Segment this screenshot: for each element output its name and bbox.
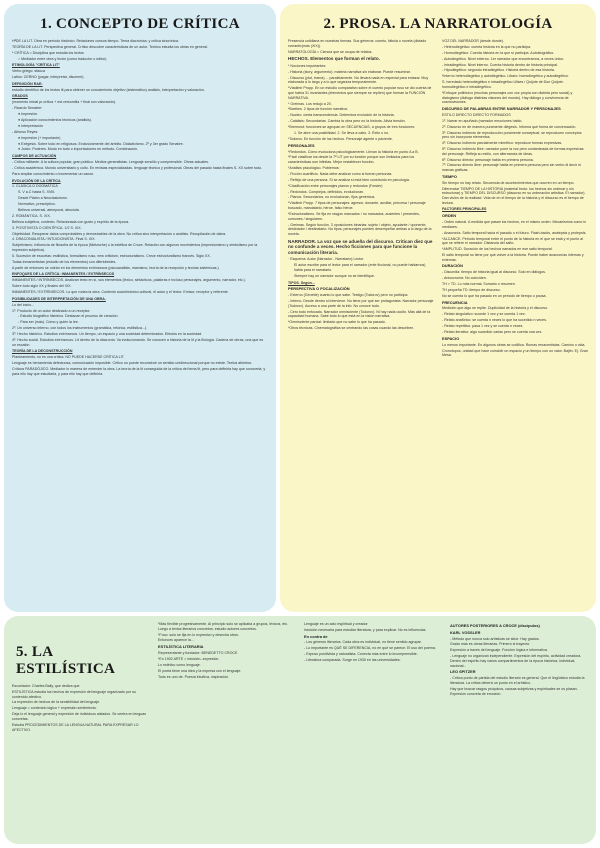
text-line: DISCURSO DE PALABRAS ENTRE NARRADOR Y PERSONAJES xyxy=(442,105,561,111)
text-line: - Nucleo: cierta transcendencia. Determina evolución de la historia. xyxy=(288,113,395,118)
text-line: * CRÍTICA = Disciplina que estudia los textos xyxy=(12,50,84,55)
text-line: - Literatura comparada. Surge en 1930 en las universidades. xyxy=(304,658,401,663)
text-line: - Externo (Genette) cuanto lo que sabe. Testigo (Todorov) pero no participa. xyxy=(288,293,409,298)
text-line: A partir de entonces se unirán en los elementos extrínsecos (psicoanálisis, marxismo, teoría de la recepción y teorías sistémicas.) xyxy=(12,265,219,270)
text-line: Grado más es obras literarias. Primero si trayecto. xyxy=(450,642,531,647)
text-line: - Greimas. Según función. 3 oposiciones binarias: sujeto / objeto, ayudante / oponente, destinador / destinatario. No tipos, personajes pueden desempeñar ambas a lo largo de la novela. xyxy=(288,222,432,236)
text-line: No se cuenta lo que ha pasado en un período de tiempo o pausa. xyxy=(442,293,547,298)
text-line: 3º. Discurso indirecto de reproducción puramente conceptual: se reproducen conceptos pero sin incorporar elementos. xyxy=(442,130,582,140)
text-line: 2º. Un universo interno, con todos los instrumentos (gramática, retórica, estilística...). xyxy=(12,326,148,331)
text-line: - Ficción cuartificio. Nada debe analizar como si fueran personas. xyxy=(288,171,393,176)
text-line: *Interno heterodiegético y autodiegético. Libaro: homodiegético y autodiegético. xyxy=(442,74,569,79)
text-line: Expresión a través del lenguaje. Función lógica e informativa. xyxy=(450,648,548,653)
text-line: *En 1902 ARTE = intuición--expresión. xyxy=(158,656,220,661)
text-line: FRECUENCIA xyxy=(442,299,468,305)
text-line: Latino: CERNO (juzgar, interpretar, discernir). xyxy=(12,75,85,80)
text-line: Críticos PARADÓJICO. Mediador lo manera de entender la obra. La teoría de la lit conseguida de la crítica del tema lit, pero para definirla hay que conocerla, y para ello hay que estudiarla, y para ello hay que definirla. xyxy=(12,367,266,376)
text-line: - Crítica punto de partida del estudio literario es general. Que el lingüístico estudia la literatura. La crítica deberá un punto en el artístico. xyxy=(450,676,585,685)
text-line: Desde Platón a Neoclasicismo. xyxy=(18,196,68,201)
text-line: ● Juicio. Poderes. Modo en todo o importaciones en método. Combinación. xyxy=(18,147,139,152)
text-line: - Lenguaje no organizan independiente. Expresión del espíritu, actividad creadora. Dentro del espíritu hay varios compartimentos de la época histórica, individual, nacional... xyxy=(450,654,582,668)
text-line: 7º. Discurso directo libre: personaje habla en primera persona pero sin verbo di decir ni marcas gráficas. xyxy=(442,163,581,173)
text-line: estudio científico de los textos lit para obtener un conocimiento objetivo (sistemático) análisis, interpretación y valoración. xyxy=(12,87,205,92)
text-line: 1. Se abre una posibilidad. 2. Se lleva a cabo. 3. Éxito o no. xyxy=(294,131,390,136)
text-line: Representante y fundador: BENEDETTO CROCE xyxy=(158,651,238,656)
text-line: INMANENTES / INTRÍNSECOS. Analizan texto en sí, sus elementos (léxico, sintácticos, palabras e incluso personajes, argumento, narrador, etc.). xyxy=(12,278,246,283)
text-line: *Barthes. 2 tipos de función narrativa. xyxy=(288,107,348,112)
text-line: S. V a.C hasta S. XVIII. xyxy=(18,190,56,195)
text-line: LEO SPITZER xyxy=(450,669,476,675)
text-line: - Anacronía. Salto temporal hacia el pasado o el futuro. Flash-backs, analepsis y prolepsis. xyxy=(442,230,587,235)
text-line: CAMPOS DE ACTUACIÓN xyxy=(12,154,57,159)
text-line: - Crítica militante. A la cultura popular, gran público. Medios generalistas. Lenguaje sencillo y comprensible. Obras actuales. xyxy=(12,160,209,165)
text-line: - Expuso positivista y naturalista. Conecta más entre lo incomprensible. xyxy=(304,652,418,657)
text-line: *Todorov. En función de los hechos. Personaje agente o paciente. xyxy=(288,136,393,141)
text-line: PERSONAJES xyxy=(288,142,315,148)
text-line: S. heredado heterodiegético e intradiegético Ulises / Quijote de Don Quijote: homodiegético e intradiegético. xyxy=(442,80,564,89)
text-line: El autor escribe para el lector para el narrador (ente ficcional, no puede hablarnos) habla para el narratario. xyxy=(294,263,426,272)
text-line: ● Impresión (+ importante) xyxy=(18,135,61,140)
text-line: El poeta tiene una idea y la expresa con el lenguaje. xyxy=(158,668,242,673)
panel-column-1 xyxy=(12,684,150,732)
text-line: *AMPLITUD. Duración de los hechos narrados en ese salto temporal. xyxy=(442,247,553,252)
narratologia-panel xyxy=(280,4,596,612)
text-line: 2º. Discurso en de manera puramente diégesis. Informa qué forma de conversación. xyxy=(442,124,577,129)
text-line: *Clasificación entre personajes planos y redondos (Forster) xyxy=(288,183,383,188)
text-line: 6º. Discurso directo: personaje habla en primera persona. xyxy=(442,157,534,162)
text-line: Todo es uno de. Poesía intuitiva, inspiración. xyxy=(158,674,230,679)
text-line: Hay que buscar rasgos psíquicos, causas subjetivas y espirituales se os plasan. Expresión concreta de emoción. xyxy=(450,686,578,696)
text-line: - Intradiegético. Nivel interno. Cuenta historia dentro de historia principal. xyxy=(442,62,559,67)
text-line: - Autodiegético. Nivel externo. 1er narrador que encontramos, a veces único. xyxy=(442,56,565,61)
text-line: Belleza subjetiva, contexto. Relacionada con gusto y espíritu de la época. xyxy=(12,219,130,224)
panel-column-3 xyxy=(304,622,442,733)
text-line: 3º. Hecho histórico. Estudios extrínsecos. Un tiempo, un espacio y una sociedad determinados. Efectos en la sociedad. xyxy=(12,332,203,337)
text-line: Cronotopos, unidad que hace coincidir un espacio y un tiempo con un valor. Bajtin. Ej. Gran Mesa. xyxy=(442,348,588,358)
text-line: Subjetivismo. Influencia de filosofía de la época (Nietzsche) o la estética de Croce. Relación con algunos movimientos (impresionismo y simbolismo por la impresión subjetiva). xyxy=(12,243,258,253)
text-line: Estudia PROCEDIMIENTOS DE LA LENGUA NATURAL PARA EXPRESAR LO AFECTIVO. xyxy=(12,722,139,732)
text-line: En contra de xyxy=(304,633,328,639)
panel-title: 1. CONCEPTO DE CRÍTICA xyxy=(40,16,240,32)
text-line: ● Aplicación conocimientos técnicos (análisis). xyxy=(18,118,92,123)
panel-column-4 xyxy=(450,622,588,733)
text-line: EVOLUCIÓN DE LA CRÍTICA xyxy=(12,178,61,183)
text-line: - Alfonso Reyes: xyxy=(12,129,39,134)
text-line: (momento inicial pr-crítica + est.versomilia + final con valoración). xyxy=(12,100,117,105)
text-line: - Anisocronía: No coinciden. xyxy=(442,276,487,281)
text-line: 2. ROMÁNTICA. S. XIX. xyxy=(12,213,51,218)
text-line: - Reflejo de una persona. Sí se analiza si está bien construido en psicología. xyxy=(288,177,410,182)
panel-title: 2. PROSA. LA NARRATOLOGÍA xyxy=(323,16,553,32)
panel-column-2 xyxy=(442,39,588,359)
text-line: Lo del inicio... xyxy=(12,302,34,307)
text-line: - Interno. Desde dentro si interviene. No tiene por qué ser protagonista. Narrador personaje (Todorov). Acceso a una parte de la info. No conoce todo. xyxy=(288,299,434,308)
text-line: FACTORES PRINCIPALES xyxy=(442,207,487,212)
text-line: ESTILÍSTICA LITERARIA xyxy=(158,644,204,650)
text-line: ● Interpretación xyxy=(18,123,44,128)
text-line: Lo menos importante. En algunos obras se codifica. Rumas renacentistas. Camino o vida. xyxy=(442,342,586,347)
text-line: Diferenciar TIEMPO DE LA HISTORIA (material bruto: los hechos sin ordenar y sin estructurar) y TIEMPO DEL DISCURSO (discurso en su ordenación artística: El narrador). Dan visión de la realidad. Vida de en el tiempo de la historia y el discurso es el tiempo de lectura. xyxy=(442,186,586,205)
text-line: La expresión de hechos de la sensibilidad del lenguaje. xyxy=(12,700,101,705)
text-line: Lo estético como lenguaje. xyxy=(158,662,201,667)
text-line: - Hipodiegético: segundo intradiegético. Historia dentro de esa historia. xyxy=(442,68,555,73)
panel-column-2 xyxy=(158,622,296,733)
text-line: ENFOQUES DE LA CRÍTICA: INMANENTES / EXTRÍNSECOS xyxy=(12,272,115,277)
text-line: Medición que algo se repite. Duplicidad de la historia y el discurso. xyxy=(442,306,549,311)
text-line: 5º. Discurso indirecto libre: narrador pone la voz pero contaminada de formas expresivas del personaje. Refleja su estilo, con alternancia de ideas. xyxy=(442,146,584,156)
text-line: TH pequeña TD: tiempo de discurso. xyxy=(442,288,501,292)
text-line: * Greimas. Los redujo a 20. xyxy=(288,101,332,106)
text-line: - Relato singulativo: sucede 1 vez y se cuenta 1 vez. xyxy=(442,312,526,317)
text-line: DEFINICIÓN RAE: xyxy=(12,81,43,86)
text-line: INMANENTES / EXTRÍNSECOS. Lo que rodea la obra. Contexto sociohistórico cultural, el autor y el lector. Emisor, receptor y referente. xyxy=(12,290,229,295)
text-line: Normativo, prescriptivo. xyxy=(18,202,56,207)
text-line: ORDEN xyxy=(442,213,457,219)
text-line: ESTILÍSTICA estudia los hechos de expresión del lenguaje organizado por su contenido afectivo. xyxy=(12,689,136,699)
text-line: 4º. Hecho social. Estudios extrínsecos. Lit dentro de la diacronía. Va evolucionando. Se conocen a historia de la lit y la filología. Cadena de obras, una que es un escalón. xyxy=(12,338,264,347)
text-line: HECHOS. Elementos que forman el relato. xyxy=(288,56,380,62)
text-line: GRADOS xyxy=(12,94,28,99)
text-line: Verbo griego: sfauca xyxy=(12,69,45,74)
text-line: 5. Sucesión de escuelas: estilística, formalismo ruso, new criticism, estructuralismo. Crece estructuralismo francés. Siglo XX. xyxy=(12,253,211,258)
text-line: * Nociones importantes: xyxy=(288,63,327,68)
text-line: HªDE LA LIT. Obra en período histórico. Relaciones consus tiempo. Tema diacrónica, y crítica sincrónica. xyxy=(12,39,180,43)
text-line: *Análisis psicológico. Poblemos: xyxy=(288,165,340,170)
text-line: Planteamiento, no es una crítica. NO PUEDE HACERSE CRÍTICA LIT. xyxy=(12,355,125,360)
text-line: 1º. Producto de un autor destinado a un receptor. xyxy=(12,308,91,313)
text-line: Siempre hay un narrador aunque no se identifique. xyxy=(294,273,375,278)
text-line: ETIMOLOGÍA "CRÍTICA LIT" xyxy=(12,63,60,68)
text-line: Lenguaje es un acto espiritual y creador xyxy=(304,622,368,626)
text-line: - Los géneros literarios. Cada obra es individual, no tiene sentido agrupar. xyxy=(304,640,422,645)
text-line: - Orden natural. A medida que pasan los hechos, en el mismo orden. Mecanismos como in mediares. xyxy=(442,220,587,229)
text-line: - Redondos. Complejos, definidos, evolucionan. xyxy=(288,189,365,194)
text-line: *Omnisciente parcial: limitado que no sabe lo que ha pasado. xyxy=(288,320,386,325)
text-line: 1º. Narrar en apuñado (narrador emociones hablo. xyxy=(442,118,523,123)
text-line: TH > TD. Lo más normal. Sumario o resumen. xyxy=(442,282,516,287)
text-line: - Método que nunca solo artísticas se sitúe. Hay grados. xyxy=(450,636,540,641)
text-line: *Estructuralismo. Se fija en rasgos marcados / no marcados, ausentes / presentes, comunes / singulares. xyxy=(288,211,420,221)
text-line: ● Exégesis. Sobre todo en religiosos. Exclusivamente del ámbito. Didacticismo. 2º y 3er grado Senabre. xyxy=(18,141,184,146)
text-line: Belleza universal, atemporal, absoluta. xyxy=(18,208,80,212)
text-line: *Redondos. Cómo evoluciona psicológicamente. Llevan la historia en punto A a B. xyxy=(288,149,419,154)
text-line: Sin tiempo no hay relato. Secuencia de acontecimientos que ocurren en un tiempo. xyxy=(442,180,575,185)
text-line: - Historia (story, argumento): materia narrativa sin elaborar. Puede resumirse. xyxy=(288,69,412,74)
text-line: El salto temporal no tiene por qué volver a la historia. Puede haber anacronías internas y externas. xyxy=(442,253,584,262)
text-line: Todas inmanentistas (estudio de los elementos) con diferiobrides. xyxy=(12,259,117,264)
text-line: - Cero todo enfocado. Narrador omnisciente (Todorov). Ni hay nada oculto. Más allá de la capacidad humana. Sabe todo lo que está en la visión narrativa. xyxy=(288,309,431,319)
text-line: *Vladimir Propp. 7 tipos de personajes: agresor, donante, auxiliar, princesa / personaje buscado, mandatario, héroe, falso héroe. xyxy=(288,201,426,211)
text-line: *Bremond: funciones se agrupan en SECUENCIAS, a grupos de tres funciones: xyxy=(288,125,416,130)
text-line: - Relato anafórico: se cuenta n veces lo que ha sucedido n veces. xyxy=(442,318,547,323)
text-line: ○ Mediador entre obra y lector (como traductor o editor) xyxy=(18,56,107,61)
text-line: · Esquema: Autor (Narrador - Narratario) Lector xyxy=(288,257,364,262)
text-line: *Más flexible progresivamente. Al principio solo se aplicaba a grupos, léxicos, etc. Luego a textos literarios concretos, estudio autores concretos. xyxy=(158,622,289,631)
text-line: *ALCANCE. Período temporal entre el punto de la historia en el que se está y el punto al que se refiere el narrador. Distancia del salto. xyxy=(442,236,584,246)
text-line: *Otros técnicas. Cinematográfica se centrando las cosas cuando las describen. xyxy=(288,326,415,331)
text-line: Escuelador: Charles Bally, que dedica que xyxy=(12,684,80,688)
text-line: PERSPECTIVA O FOCALIZACIÓN xyxy=(288,286,350,292)
estilistica-panel xyxy=(4,616,596,844)
text-line: - Homodiegético: Cuenta historia en la que sí participa. Autobiográfico. xyxy=(442,50,555,55)
text-line: - Ricardo Senabre: xyxy=(12,106,43,111)
text-line: 4º. Discurso indirecto parcialmente mimético: reproduce formas expresivas. xyxy=(442,141,563,146)
text-line: - Crítica académica. Mundo universitario y culto. En revistas especializadas. lenguaje técnico y profesional. Obras del pasado hasta finales S. XX sobre todo. xyxy=(12,165,263,170)
text-line: Sobre todo siglo XX y finales del XIX. xyxy=(12,284,72,289)
text-line: - Discurso (plot, trama) ... paralelamente. No llevará nada en especial para enlazar. Muy elaborada a lo largo y a lo que organiza temporalmente. xyxy=(288,75,429,85)
concepto-critica-panel xyxy=(4,4,276,612)
text-line: Deja lo el lenguaje general y expresión de individuos aislados. Se centra en lenguas concretas. xyxy=(12,712,147,721)
panel-title: 5. LA ESTILÍSTICA xyxy=(16,644,116,677)
text-line: TEORÍA DE LA LIT. Perspectiva general. Crítico descubre características de un autor. Teórico estudia los obras en general. xyxy=(12,44,208,49)
text-line: NARRADOR. La voz que se adueña del discurso. Critican diez que no confunde a veces. Hecho ficciones para que funcione la comunicación literaria. xyxy=(288,238,433,255)
text-line: TEORÍA DE LA DECONSTRUCCIÓN xyxy=(12,349,73,354)
text-line: ● Impresión. xyxy=(18,112,38,117)
text-line: - Estudio biográfico histórico. Destacan el proceso de creación. xyxy=(18,314,119,319)
text-line: TIPOS. Según... xyxy=(288,280,315,285)
text-line: - Discordia: tiempo de historia igual al discurso. Solo en diálogos. xyxy=(442,270,546,275)
text-line: Entonces aparece la... xyxy=(158,638,194,643)
text-line: ESPACIO xyxy=(442,335,460,341)
text-line: 1. CLÁSICA O DOGMÁTICA xyxy=(12,184,58,189)
text-line: Objetividad. Recuperar datos comprobables y demostrables de la obra. No crítica sino interpretación o análisis. Recopilación de datos. xyxy=(12,231,227,236)
text-line: - Catálisis: Secundarias. Cambia la obra pero no la historia. Alivia tensión. xyxy=(288,119,406,124)
text-line: Lenguaje es herramienta defectuosa, comunicación imposible. Crítico no puede reconstruir un sentido unidireccional porque no existe. Textos abiertos. xyxy=(12,361,253,366)
text-line: *Foco: solo se fija en lo expresivo y desecha otros. xyxy=(158,632,239,637)
text-line: - Lo importante es QUÉ SE DIFERENCIA, no en qué se parece. El uso del poema. xyxy=(304,646,436,651)
text-line: *Fácil clasificar los desde la 7ª LIT por su función porque son limitados para los características son infinitas. Mejor restablecer función. xyxy=(288,155,415,165)
text-line: - Planos. Secundarios, no evolucionan, fijos genéricos. xyxy=(288,195,376,200)
text-line: Para ampliar conocimiento o incrementar un canon. xyxy=(12,171,95,176)
text-line: 3. POSITIVISTA O CIENTÍFICA. 1/2 S. XIX. xyxy=(12,225,82,230)
text-line: DURACIÓN xyxy=(442,263,463,269)
text-line: TIEMPO xyxy=(442,173,457,179)
text-line: 4. DRACONIALISTA / INTUICIONISTA. Final S. XIX. xyxy=(12,237,96,242)
panel-body xyxy=(12,39,268,377)
text-line: - Relato repetitivo: pasa 1 vez y se cuenta n veces. xyxy=(442,324,524,329)
text-line: *Vladimir Propp. En un estudio comparativo sobre el cuento popular ruso se dio cuenta de que había 31 invariantes (elementos que siempre se repiten) que forman la FUNCIÓN NARRATIVA. xyxy=(288,86,432,100)
text-line: KARL VOSSLER xyxy=(450,629,481,635)
text-line: Intuición necesaria para estudiar literatura, y para explicar. No es influencias. xyxy=(304,627,427,632)
text-line: VOZ DEL NARRADOR (desde donde). xyxy=(442,39,504,43)
text-line: *Enfoque polifónico (muchas personajes con voz propia con distinta pero social) y dialogismo (diálogo distintas visiones del mundo). Hay diálogo y convivencia de cosmovisiones. xyxy=(442,90,573,105)
text-line: AUTORES POSTERIORES A CROCE (discípulos) xyxy=(450,623,540,628)
text-line: ESTILO DIRECTO DIRECTO FORMADOS xyxy=(442,112,511,117)
text-line: - Para ser (más). Cómo y quién la lee. xyxy=(18,320,79,325)
text-line: Presencia cotidiana en nuestras formas. Sus géneros: cuento, fábula o novela (dictado romantic(más (XIX)). xyxy=(288,39,427,48)
panel-column-1 xyxy=(288,39,434,359)
text-line: NARRATOLOGÍA = Ciencia que se ocupa de relatos. xyxy=(288,49,373,54)
text-line: - Heterodiegético: cuenta historia en la que no participa. xyxy=(442,44,532,49)
text-line: Lenguaje = contenido lógico + expresión sentimiento. xyxy=(12,706,97,711)
text-line: POSIBILIDADES DE INTERPRETACIÓN DE UNA OBRA. xyxy=(12,296,106,301)
text-line: - Relato iterativo: algo sucedido varias pero se cuenta una vez. xyxy=(442,330,543,335)
